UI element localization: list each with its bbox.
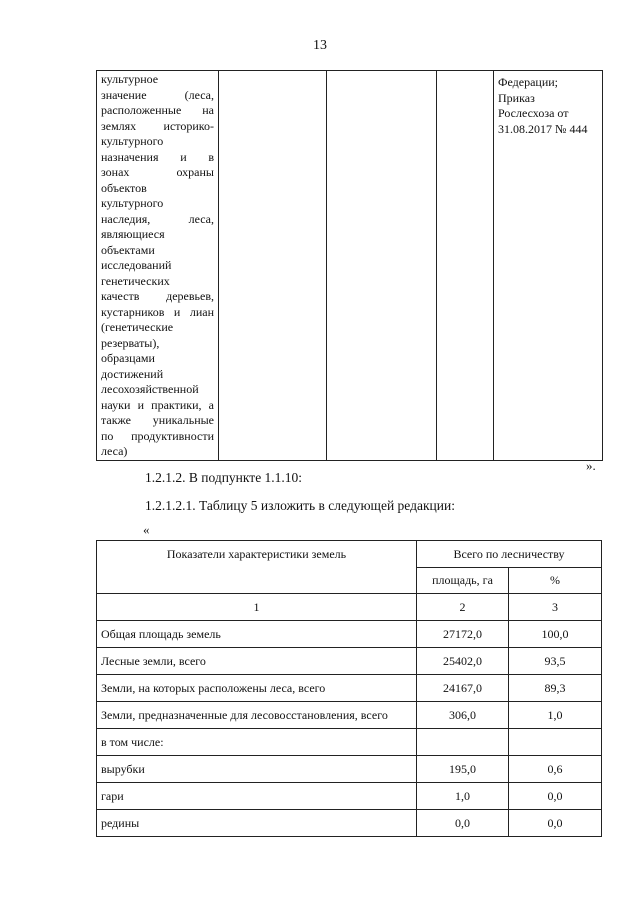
paragraph-subclause: 1.2.1.2. В подпункте 1.1.10: bbox=[145, 470, 303, 485]
description-line: расположенные на bbox=[101, 103, 214, 117]
row-area: 0,0 bbox=[417, 810, 509, 837]
row-indicator: в том числе: bbox=[97, 729, 417, 756]
row-percent: 93,5 bbox=[509, 648, 602, 675]
row-percent: 89,3 bbox=[509, 675, 602, 702]
description-line: леса) bbox=[101, 444, 128, 458]
row-area: 25402,0 bbox=[417, 648, 509, 675]
description-line: культурного bbox=[101, 134, 164, 148]
row-area: 27172,0 bbox=[417, 621, 509, 648]
description-line: назначения и в bbox=[101, 149, 214, 164]
header-area: площадь, га bbox=[417, 568, 509, 594]
legal-line: Приказ bbox=[498, 90, 535, 105]
row-percent bbox=[509, 729, 602, 756]
continuation-cell-empty bbox=[437, 71, 494, 461]
description-line: достижений bbox=[101, 366, 164, 381]
row-percent: 0,0 bbox=[509, 810, 602, 837]
description-line: образцами bbox=[101, 351, 155, 365]
table-row bbox=[97, 783, 602, 810]
row-area bbox=[417, 729, 509, 756]
paragraph-table-instruction: 1.2.1.2.1. Таблицу 5 изложить в следующей редакции: bbox=[145, 498, 455, 513]
column-number: 3 bbox=[509, 594, 602, 621]
continuation-cell-legal bbox=[494, 71, 603, 461]
row-area: 195,0 bbox=[417, 756, 509, 783]
row-indicator: вырубки bbox=[97, 756, 417, 783]
table-row bbox=[97, 675, 602, 702]
row-percent: 1,0 bbox=[509, 702, 602, 729]
description-line: зонах охраны bbox=[101, 165, 214, 179]
page-number: 13 bbox=[313, 38, 327, 53]
continuation-cell-empty bbox=[219, 71, 327, 461]
description-line: генетических bbox=[101, 273, 170, 288]
continuation-cell-description bbox=[97, 71, 219, 461]
header-percent: % bbox=[509, 568, 602, 594]
table-row bbox=[97, 621, 602, 648]
table-row bbox=[97, 756, 602, 783]
description-line: (генетические bbox=[101, 320, 174, 334]
description-line: значение (леса, bbox=[101, 87, 214, 102]
header-total: Всего по лесничеству bbox=[417, 541, 602, 568]
row-indicator: Общая площадь земель bbox=[97, 621, 417, 648]
header-indicator: Показатели характеристики земель bbox=[97, 541, 417, 594]
description-line: резерваты), bbox=[101, 335, 160, 350]
row-indicator: Лесные земли, всего bbox=[97, 648, 417, 675]
continuation-description-text bbox=[97, 71, 218, 460]
row-indicator: редины bbox=[97, 810, 417, 837]
closing-quote: ». bbox=[586, 458, 596, 473]
description-line: кустарников и лиан bbox=[101, 304, 214, 319]
description-line: исследований bbox=[101, 258, 172, 272]
continuation-table bbox=[96, 70, 603, 461]
table-row bbox=[97, 702, 602, 729]
row-percent: 0,0 bbox=[509, 783, 602, 810]
row-percent: 0,6 bbox=[509, 756, 602, 783]
land-characteristics-table bbox=[96, 540, 602, 837]
legal-line: Рослесхоза от bbox=[498, 106, 569, 120]
description-line: объектами bbox=[101, 242, 155, 257]
description-line: науки и практики, а bbox=[101, 397, 214, 412]
description-line: лесохозяйственной bbox=[101, 382, 199, 396]
table-row bbox=[97, 648, 602, 675]
row-indicator: Земли, предназначенные для лесовосстановления, всего bbox=[97, 702, 417, 729]
description-line: качеств деревьев, bbox=[101, 289, 214, 303]
description-line: культурного bbox=[101, 196, 164, 210]
description-line: по продуктивности bbox=[101, 428, 214, 443]
column-number: 1 bbox=[97, 594, 417, 621]
row-area: 1,0 bbox=[417, 783, 509, 810]
description-line: также уникальные bbox=[101, 413, 214, 427]
opening-quote: « bbox=[143, 522, 150, 537]
continuation-cell-empty bbox=[327, 71, 437, 461]
description-line: культурное bbox=[101, 72, 159, 86]
legal-line: Федерации; bbox=[498, 75, 559, 89]
description-line: объектов bbox=[101, 180, 147, 195]
row-area: 24167,0 bbox=[417, 675, 509, 702]
description-line: землях историко- bbox=[101, 118, 214, 133]
table-row bbox=[97, 729, 602, 756]
legal-line: 31.08.2017 № 444 bbox=[498, 121, 588, 136]
continuation-legal-text bbox=[494, 71, 602, 137]
row-area: 306,0 bbox=[417, 702, 509, 729]
description-line: являющиеся bbox=[101, 227, 165, 241]
column-number: 2 bbox=[417, 594, 509, 621]
row-indicator: гари bbox=[97, 783, 417, 810]
row-indicator: Земли, на которых расположены леса, всего bbox=[97, 675, 417, 702]
row-percent: 100,0 bbox=[509, 621, 602, 648]
table-row bbox=[97, 810, 602, 837]
description-line: наследия, леса, bbox=[101, 211, 214, 226]
